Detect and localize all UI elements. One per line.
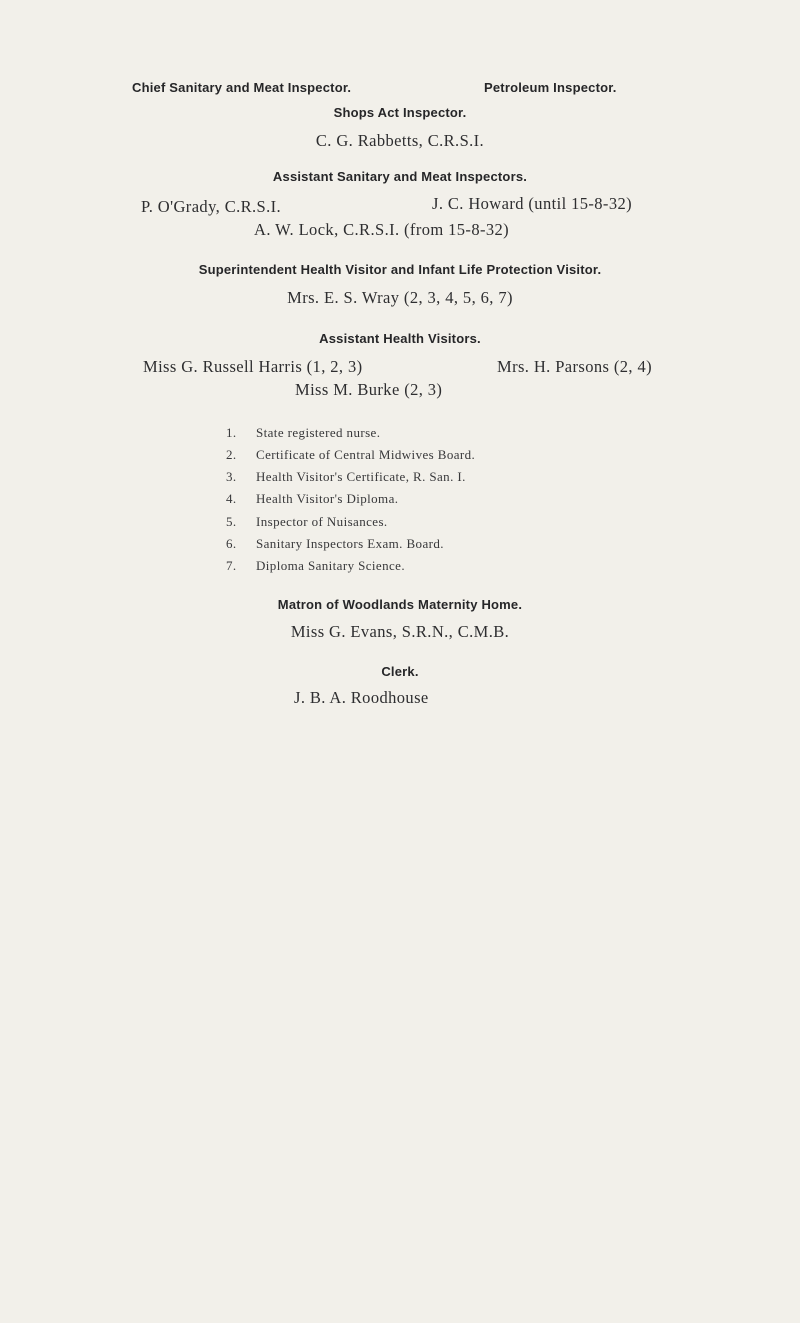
qualification-number: 3. <box>226 469 237 484</box>
qualification-item <box>226 491 398 507</box>
chief-inspector-title: Chief Sanitary and Meat Inspector. <box>132 80 352 95</box>
qualification-item <box>226 536 444 552</box>
matron-title: Matron of Woodlands Maternity Home. <box>277 597 523 612</box>
qualification-item <box>226 558 405 574</box>
assistant-sanitary-name: A. W. Lock, C.R.S.I. (from 15-8-32) <box>254 220 510 239</box>
matron-name: Miss G. Evans, S.R.N., C.M.B. <box>290 622 510 641</box>
assistant-health-name: Miss M. Burke (2, 3) <box>295 380 443 399</box>
qualification-number: 7. <box>226 558 237 573</box>
qualification-item <box>226 425 380 441</box>
chief-inspector-name: C. G. Rabbetts, C.R.S.I. <box>315 131 485 150</box>
qualification-text: Health Visitor's Diploma. <box>256 491 399 506</box>
qualification-item <box>226 514 388 530</box>
qualification-item <box>226 447 475 463</box>
assistant-health-name: Mrs. H. Parsons (2, 4) <box>497 357 653 376</box>
clerk-name: J. B. A. Roodhouse <box>294 688 429 707</box>
qualification-number: 1. <box>226 425 237 440</box>
assistant-sanitary-title: Assistant Sanitary and Meat Inspectors. <box>272 169 528 184</box>
assistant-sanitary-name: P. O'Grady, C.R.S.I. <box>141 197 282 216</box>
assistant-health-name: Miss G. Russell Harris (1, 2, 3) <box>143 357 363 376</box>
qualification-text: Diploma Sanitary Science. <box>256 558 405 573</box>
superintendent-title: Superintendent Health Visitor and Infant Life Protection Visitor. <box>198 262 602 277</box>
clerk-title: Clerk. <box>381 664 419 679</box>
petroleum-inspector-title: Petroleum Inspector. <box>484 80 617 95</box>
qualification-item <box>226 469 466 485</box>
assistant-sanitary-name: J. C. Howard (until 15-8-32) <box>432 194 633 213</box>
superintendent-name: Mrs. E. S. Wray (2, 3, 4, 5, 6, 7) <box>287 288 513 307</box>
qualification-number: 2. <box>226 447 237 462</box>
qualification-text: Health Visitor's Certificate, R. San. I. <box>256 469 466 484</box>
qualification-text: Inspector of Nuisances. <box>256 514 388 529</box>
shops-act-inspector-title: Shops Act Inspector. <box>333 105 467 120</box>
qualification-text: Certificate of Central Midwives Board. <box>256 447 476 462</box>
assistant-health-title: Assistant Health Visitors. <box>319 331 481 346</box>
qualification-text: Sanitary Inspectors Exam. Board. <box>256 536 444 551</box>
qualification-text: State registered nurse. <box>256 425 381 440</box>
qualification-number: 4. <box>226 491 237 506</box>
qualification-number: 6. <box>226 536 237 551</box>
qualification-number: 5. <box>226 514 237 529</box>
